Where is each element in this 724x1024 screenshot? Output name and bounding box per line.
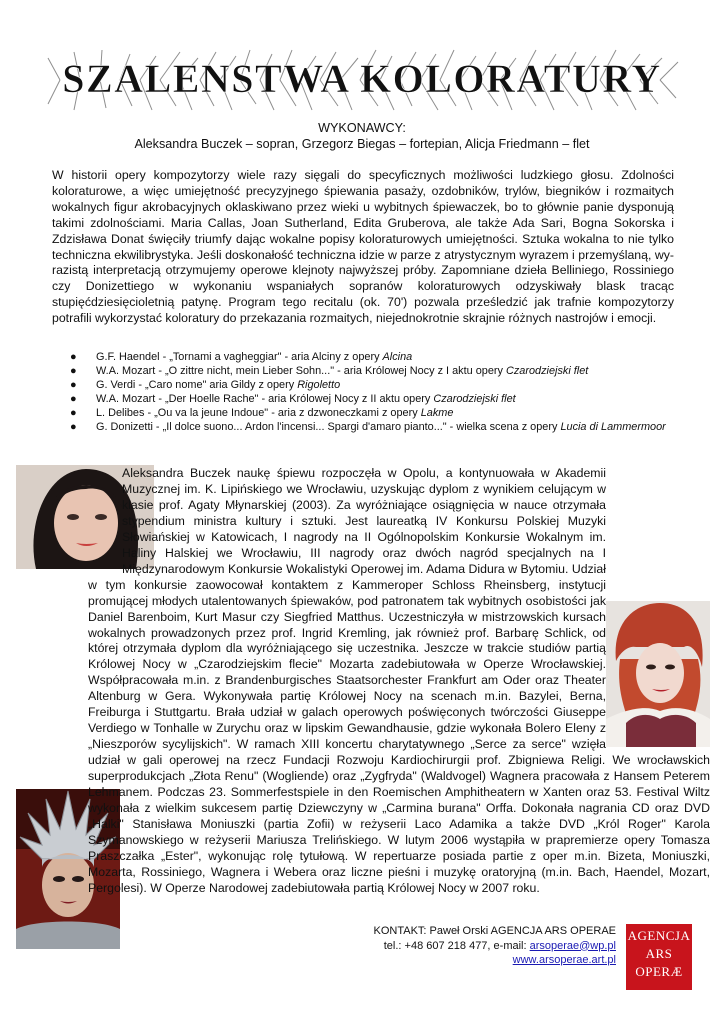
program-item (70, 378, 680, 392)
program-item-text: W.A. Mozart - „Der Hoelle Rache" - aria Królowej Nocy z II aktu opery (96, 393, 434, 405)
photo-spacer-2 (606, 600, 710, 746)
program-item (70, 392, 680, 406)
logo-line: ARS (645, 946, 673, 961)
performers-block (40, 120, 684, 152)
program-item (70, 350, 680, 364)
program-item-text: L. Delibes - „Ou va la jeune Indoue" - aria z dzwoneczkami z opery (96, 407, 421, 419)
contact-line: KONTAKT: Paweł Orski AGENCJA ARS OPERAE (373, 925, 616, 937)
intro-paragraph: W historii opery kompozytorzy wiele razy sięgali do specyficznych możliwości ludzkiego głosu. Zdolności koloraturowe, a więc umiejętność precyzyjnego śpiewania pasaży, ozdobników, trylów, biegników i rozmaitych wokalnych figur akrobacyjnych oklaskiwano przez wieki u wybitnych śpiewaczek, bo to głównie panie dysponują takimi zdolnościami. Maria Callas, Joan Sutherland, Edita Gruberova, ale także Ada Sari, Bogna Sokorska i Zdzisława Donat święciły triumfy dając wokalne popisy koloraturowych umiejętności. Sztuka wokalna to nie tylko techniczna ekwilibrystyka. Jeśli doskonałość techniczna idzie w parze z atrystycznym wyrazem i przemyślaną, wy-razistą interpretacją otrzymujemy operowe klejnoty najwyższej próby. Zapomniane dzieła Belliniego, Rossiniego czy Donizettiego w wykonaniu wspaniałych sopranów koloraturowych odzyskiwały blask tracąc stupięćdziesięcioletnią patynę. Program tego recitalu (ok. 70') pozwala prześledzić jak trafnie kompozytorzy potrafili wykorzystać koloratury do przekazania rozmaitych, niejednokrotnie skrajnie różnych nastrojów i emocji. (52, 168, 674, 326)
logo-line: AGENCJA (627, 928, 691, 943)
program-item (70, 420, 680, 434)
intro-text-block (52, 168, 674, 327)
title-text: SZALENSTWA KOLORATURY (62, 56, 662, 101)
email-link[interactable]: arsoperae@wp.pl (529, 939, 616, 952)
program-item-opera: Lucia di Lammermoor (560, 421, 666, 433)
program-item-text: W.A. Mozart - „O zittre nicht, mein Lieber Sohn..." - aria Królowej Nocy z I aktu opery (96, 365, 506, 377)
program-item-opera: Czarodziejski flet (506, 365, 589, 377)
website-link[interactable]: www.arsoperae.art.pl (512, 954, 616, 966)
program-item-text: G. Donizetti - „Il dolce suono... Ardon l'incensi... Spargi d'amaro pianto..." - wielka scena z opery (96, 421, 561, 433)
contact-phone-email (300, 939, 616, 954)
program-item-text: G.F. Haendel - „Tornami a vagheggiar" - aria Alciny z opery (96, 351, 383, 363)
program-list (70, 350, 680, 434)
biography-paragraph: Aleksandra Buczek naukę śpiewu rozpoczęła w Opolu, a kontynuowała w Akademii Muzycznej im. K. Lipińskiego we Wrocławiu, uzyskując dyplom z wynikiem celującym w klasie prof. Agaty Młynarskiej (2003). Za wyróżniające osiągnięcia w nauce otrzymała stypendium ministra kultury i sztuki. Jest laureatką IV Konkursu Polskiej Muzyki Słowiańskiej w Katowicach, I nagrody na II Ogólnopolskim Konkursie Wokalnym im. Haliny Halskiej we Wrocławiu, III nagrody oraz dwóch nagród specjalnych na I Międzynarodowym Konkursie Wokalistyki Operowej im. Adama Didura w Bytomiu. Udział w tym konkursie zaowocował kontaktem z Kammeroper Schloss Rheinsberg, instytucji promującej młodych utalentowanych śpiewaków, pod patronatem tak wybitnych osobistości jak Daniel Barenboim, Kurt Masur czy Siegfried Matthus. Uczestniczyła w mistrzowskich kursach wokalnych prowadzonych przez prof. Ingrid Kremling, jak również prof. Barbarę Schlick, od której otrzymała dyplom dla wyróżniającego się uczestnika. Jeszcze w trakcie studiów partią Królowej Nocy w „Czarodziejskim flecie" Mozarta zadebiutowała w Operze Wrocławskiej. Współpracowała m.in. z Brandenburgisches Staatsorchester Frankfurt am Oder oraz Theater Altenburg w Gera. Wykonywała partię Królowej Nocy na scenach m.in. Bazylei, Berna, Freiburga i Stuttgartu. Brała udział w galach operowych poświęconych twórczości Giuseppe Verdiego w Tonhalle w Zurychu oraz w lipskim Gewandhausie, gdzie wykonała Bolero Eleny z „Nieszporów sycylijskich". W ramach XIII koncertu charytatywnego „Serce za serce" wzięła udział w gali operowej na rzecz Fundacji Rozwoju Kardiochirurgii prof. Zbigniewa Religi. We wrocławskich superprodukcjach „Złota Renu" (Wogliende) oraz „Zygfryda" (Waldvogel) Wagnera pracowała z Hansem Peterem Lehmanem. Podczas 23. Sommerfestspiele in den Roemischen Amphitheatern w Xanten oraz 53. Festival Wiltz wykonała z wielkim sukcesem partię Dziewczyny w „Carmina burana" Orffa. Dokonała nagrania CD oraz DVD „Halki" Stanisława Moniuszki (partia Zofii) w reżyserii Laco Adamika a także DVD „Król Roger" Karola Szymanowskiego w reżyserii Mariusza Trelińskiego. W lutym 2006 wystąpiła w prapremierze opery Tomasza Praszczałka „Ester", wykonując rolę tytułową. W repertuarze posiada partie z oper m.in. Bizeta, Moniuszki, Mozarta, Rossiniego, Wagnera i Webera oraz liczne pieśni i muzykę oratoryjną (m.in. Bach, Haendel, Mozart, Pergolesi). W Operze Narodowej zadebiutowała partią Królowej Nocy w 2007 roku. (88, 466, 710, 895)
performers-heading: WYKONAWCY: (318, 121, 406, 135)
program-item-opera: Lakme (420, 407, 454, 419)
page-title (40, 48, 684, 112)
program-item-text: G. Verdi - „Caro nome" aria Gildy z opery (96, 379, 298, 391)
photo-spacer-1 (16, 466, 122, 569)
contact-phone: tel.: +48 607 218 477, e-mail: (383, 939, 530, 952)
logo-line: OPERÆ (635, 964, 683, 979)
program-item-opera: Alcina (382, 351, 413, 363)
agency-logo (626, 924, 692, 990)
biography-block (52, 466, 710, 948)
program-item-opera: Rigoletto (297, 379, 341, 391)
program-item (70, 364, 680, 378)
program-item-opera: Czarodziejski flet (433, 393, 516, 405)
contact-website-row (300, 953, 616, 968)
photo-spacer-3 (16, 788, 88, 948)
performers-names: Aleksandra Buczek – sopran, Grzegorz Biegas – fortepian, Alicja Friedmann – flet (134, 137, 590, 151)
contact-block (300, 924, 616, 968)
program-item (70, 406, 680, 420)
